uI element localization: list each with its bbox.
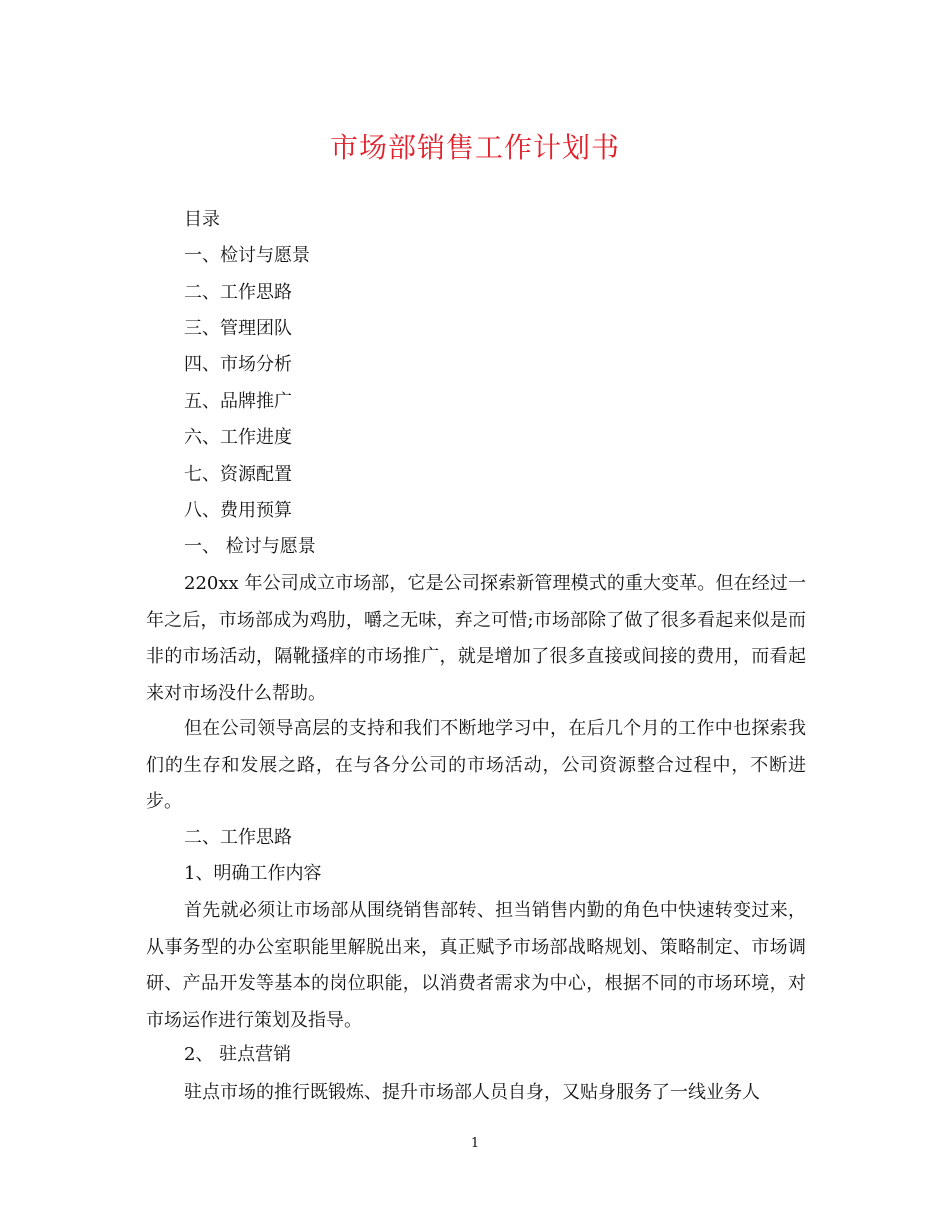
toc-item-3: 三、管理团队 xyxy=(184,318,292,339)
toc-item-1: 一、检讨与愿景 xyxy=(184,245,310,266)
toc-item-4: 四、市场分析 xyxy=(184,354,292,375)
section-2-sub-1-heading: 1、明确工作内容 xyxy=(184,863,322,884)
section-2-heading: 二、工作思路 xyxy=(184,827,292,848)
toc-item-2: 二、工作思路 xyxy=(184,282,292,303)
section-1-paragraph-1: 220xx 年公司成立市场部，它是公司探索新管理模式的重大变革。但在经过一年之后，市场部成为鸡肋，嚼之无味，弃之可惜;市场部除了做了很多看起来似是而非的市场活动，隔靴搔痒的市场推广，就是增加了很多直接或间接的费用，而看起来对市场没什么帮助。 xyxy=(146,573,806,704)
section-2-sub-2-paragraph: 驻点市场的推行既锻炼、提升市场部人员自身，又贴身服务了一线业务人 xyxy=(184,1082,760,1103)
section-1-heading: 一、 检讨与愿景 xyxy=(184,536,316,557)
section-1-paragraph-2: 但在公司领导高层的支持和我们不断地学习中，在后几个月的工作中也探索我们的生存和发展之路，在与各分公司的市场活动，公司资源整合过程中，不断进步。 xyxy=(146,718,806,812)
toc-item-6: 六、工作进度 xyxy=(184,427,292,448)
section-2-sub-2-heading: 2、 驻点营销 xyxy=(184,1044,292,1065)
toc-item-7: 七、资源配置 xyxy=(184,464,292,485)
toc-item-5: 五、品牌推广 xyxy=(184,391,292,412)
toc-item-8: 八、费用预算 xyxy=(184,500,292,521)
section-2-sub-1-paragraph: 首先就必须让市场部从围绕销售部转、担当销售内勤的角色中快速转变过来，从事务型的办公室职能里解脱出来，真正赋予市场部战略规划、策略制定、市场调研、产品开发等基本的岗位职能，以消费者需求为中心，根据不同的市场环境，对市场运作进行策划及指导。 xyxy=(146,900,806,1031)
page-number: 1 xyxy=(470,1136,480,1151)
document-title: 市场部销售工作计划书 xyxy=(329,131,620,164)
toc-heading: 目录 xyxy=(184,209,220,230)
